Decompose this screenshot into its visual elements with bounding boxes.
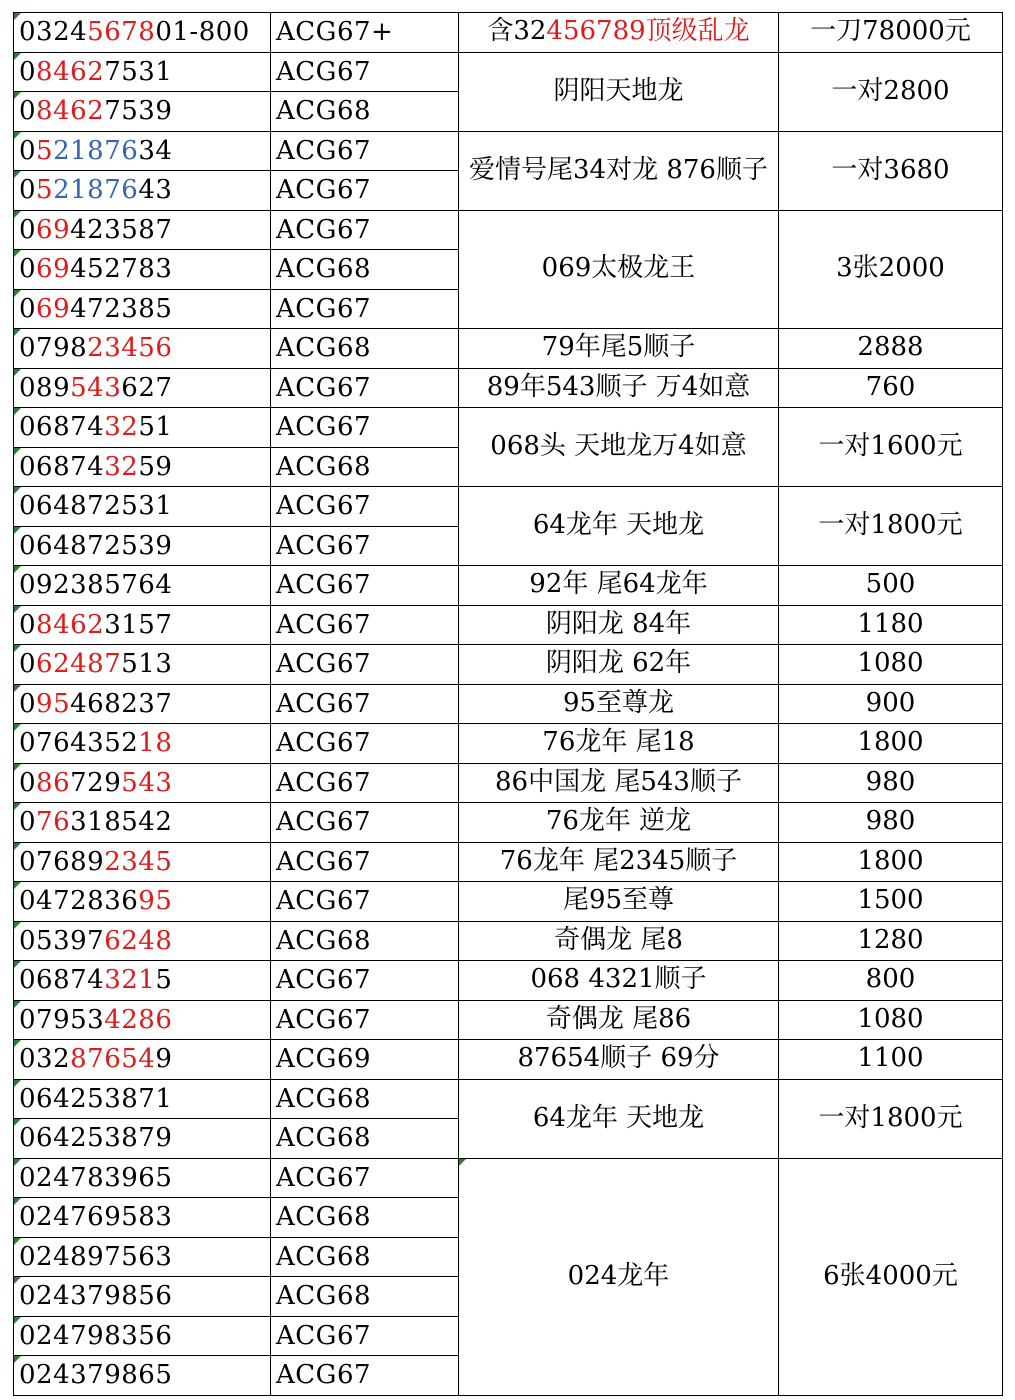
price-cell: 一对1600元: [779, 408, 1003, 487]
text-segment: 024379865: [19, 1360, 173, 1391]
model-cell: ACG67+: [271, 13, 459, 53]
text-segment: 729: [70, 767, 122, 798]
description-cell: [459, 763, 779, 803]
phone-number-cell: [14, 724, 271, 764]
description-cell: [459, 487, 779, 566]
table-row: [14, 52, 1003, 92]
model-cell: ACG68: [271, 1079, 459, 1119]
price-cell: 1800: [779, 842, 1003, 882]
text-segment: 8462: [36, 56, 105, 87]
text-segment: 6248: [104, 925, 173, 956]
phone-number-cell: [14, 645, 271, 685]
phone-number-cell: [14, 408, 271, 448]
text-segment: 064872531: [19, 491, 173, 522]
description-cell: [459, 684, 779, 724]
model-cell: ACG68: [271, 1198, 459, 1238]
text-segment: 64龙年 天地龙: [532, 1102, 705, 1133]
model-cell: ACG67: [271, 763, 459, 803]
phone-number-cell: [14, 803, 271, 843]
phone-number-cell: [14, 566, 271, 606]
text-segment: 05397: [19, 925, 105, 956]
model-cell: ACG67: [271, 210, 459, 250]
table-row: [14, 605, 1003, 645]
price-cell: 900: [779, 684, 1003, 724]
text-segment: 阴阳龙 62年: [545, 648, 692, 679]
text-segment: 064253879: [19, 1123, 173, 1154]
text-segment: 8462: [36, 609, 105, 640]
table-row: [14, 566, 1003, 606]
description-cell: [459, 131, 779, 210]
text-segment: 068头 天地龙万4如意: [490, 431, 747, 462]
model-cell: ACG67: [271, 842, 459, 882]
phone-number-cell: [14, 13, 271, 53]
model-cell: ACG67: [271, 408, 459, 448]
table-row: [14, 487, 1003, 527]
text-segment: 含32: [487, 16, 547, 47]
model-cell: ACG67: [271, 131, 459, 171]
model-cell: ACG67: [271, 368, 459, 408]
text-segment: 627: [121, 372, 173, 403]
model-cell: ACG67: [271, 684, 459, 724]
model-cell: ACG67: [271, 605, 459, 645]
text-segment: 5: [155, 965, 173, 996]
table-row: [14, 1040, 1003, 1080]
text-segment: 0: [19, 293, 37, 324]
text-segment: 01-800: [155, 17, 250, 48]
text-segment: 0: [19, 56, 37, 87]
text-segment: 86中国龙 尾543顺子: [495, 766, 742, 797]
text-segment: 0: [19, 807, 37, 838]
description-cell: [459, 882, 779, 922]
text-segment: 69: [36, 254, 71, 285]
table-row: [14, 882, 1003, 922]
text-segment: 95至尊龙: [562, 687, 675, 718]
table-row: [14, 724, 1003, 764]
text-segment: 95: [36, 688, 71, 719]
phone-number-cell: [14, 1198, 271, 1238]
description-cell: [459, 803, 779, 843]
price-cell: 2888: [779, 329, 1003, 369]
text-segment: 064253871: [19, 1083, 173, 1114]
phone-number-cell: [14, 1119, 271, 1159]
price-cell: 一对2800: [779, 52, 1003, 131]
phone-number-cell: [14, 882, 271, 922]
table-row: [14, 684, 1003, 724]
text-segment: 543: [121, 767, 173, 798]
table-row: [14, 763, 1003, 803]
price-cell: 1180: [779, 605, 1003, 645]
model-cell: ACG67: [271, 1356, 459, 1396]
text-segment: 0: [19, 254, 37, 285]
text-segment: 奇偶龙 尾8: [554, 924, 683, 955]
phone-number-cell: [14, 921, 271, 961]
price-cell: 500: [779, 566, 1003, 606]
text-segment: 0798: [19, 333, 88, 364]
table-row: [14, 921, 1003, 961]
phone-number-cell: [14, 684, 271, 724]
text-segment: 024783965: [19, 1162, 173, 1193]
model-cell: ACG68: [271, 1119, 459, 1159]
text-segment: 79年尾5顺子: [541, 332, 696, 363]
text-segment: 21876: [53, 175, 139, 206]
phone-number-cell: [14, 52, 271, 92]
text-segment: 0: [19, 135, 37, 166]
price-cell: 6张4000元: [779, 1158, 1003, 1395]
phone-number-cell: [14, 526, 271, 566]
price-cell: 一对1800元: [779, 1079, 1003, 1158]
price-cell: 1100: [779, 1040, 1003, 1080]
model-cell: ACG67: [271, 526, 459, 566]
text-segment: 543: [70, 372, 122, 403]
phone-number-cell: [14, 1158, 271, 1198]
phone-number-cell: [14, 1277, 271, 1317]
phone-number-cell: [14, 487, 271, 527]
table-row: [14, 13, 1003, 53]
model-cell: ACG67: [271, 803, 459, 843]
text-segment: 92年 尾64龙年: [529, 569, 708, 600]
text-segment: 76龙年 尾2345顺子: [499, 845, 738, 876]
table-row: [14, 961, 1003, 1001]
model-cell: ACG67: [271, 566, 459, 606]
text-segment: 0: [19, 96, 37, 127]
text-segment: 069太极龙王: [541, 253, 696, 284]
text-segment: 32: [104, 451, 139, 482]
text-segment: 423587: [70, 214, 173, 245]
text-segment: 76龙年 尾18: [542, 727, 695, 758]
description-cell: [459, 961, 779, 1001]
text-segment: 62487: [36, 649, 122, 680]
model-cell: ACG67: [271, 645, 459, 685]
text-segment: 69: [36, 214, 71, 245]
model-cell: ACG68: [271, 329, 459, 369]
text-segment: 5: [36, 175, 54, 206]
description-cell: [459, 210, 779, 329]
text-segment: 089: [19, 372, 71, 403]
description-cell: [459, 566, 779, 606]
text-segment: 024798356: [19, 1320, 173, 1351]
phone-number-cell: [14, 1356, 271, 1396]
text-segment: 06874: [19, 412, 105, 443]
model-cell: ACG67: [271, 487, 459, 527]
description-cell: [459, 329, 779, 369]
model-cell: ACG68: [271, 250, 459, 290]
description-cell: [459, 1000, 779, 1040]
phone-number-cell: [14, 961, 271, 1001]
text-segment: 32: [104, 412, 139, 443]
table-row: [14, 842, 1003, 882]
text-segment: 3157: [104, 609, 173, 640]
phone-number-cell: [14, 368, 271, 408]
model-cell: ACG67: [271, 882, 459, 922]
model-cell: ACG68: [271, 921, 459, 961]
text-segment: 43: [138, 175, 173, 206]
description-cell: [459, 13, 779, 53]
text-segment: 尾95至尊: [562, 885, 675, 916]
text-segment: 95: [138, 886, 173, 917]
text-segment: 0: [19, 688, 37, 719]
description-cell: [459, 1158, 779, 1395]
description-cell: [459, 408, 779, 487]
model-cell: ACG67: [271, 1158, 459, 1198]
text-segment: 阴阳天地龙: [553, 75, 684, 106]
text-segment: 456789顶级乱龙: [546, 16, 750, 47]
listing-table: [13, 12, 1003, 1396]
model-cell: ACG68: [271, 1237, 459, 1277]
text-segment: 69: [36, 293, 71, 324]
phone-number-cell: [14, 289, 271, 329]
model-cell: ACG68: [271, 447, 459, 487]
price-cell: 980: [779, 803, 1003, 843]
table-row: [14, 329, 1003, 369]
text-segment: 爱情号尾34对龙 876顺子: [469, 154, 768, 185]
phone-number-cell: [14, 1040, 271, 1080]
phone-number-cell: [14, 605, 271, 645]
text-segment: 024龙年: [567, 1260, 670, 1291]
text-segment: 513: [121, 649, 173, 680]
text-segment: 0764352: [19, 728, 139, 759]
phone-number-cell: [14, 1237, 271, 1277]
price-cell: 760: [779, 368, 1003, 408]
text-segment: 0: [19, 214, 37, 245]
phone-number-cell: [14, 171, 271, 211]
text-segment: 51: [138, 412, 173, 443]
text-segment: 024379856: [19, 1281, 173, 1312]
model-cell: ACG67: [271, 52, 459, 92]
text-segment: 321: [104, 965, 156, 996]
text-segment: 07689: [19, 846, 105, 877]
description-cell: [459, 1040, 779, 1080]
text-segment: 59: [138, 451, 173, 482]
text-segment: 06874: [19, 451, 105, 482]
price-cell: 980: [779, 763, 1003, 803]
model-cell: ACG69: [271, 1040, 459, 1080]
text-segment: 318542: [70, 807, 173, 838]
price-cell: 一对3680: [779, 131, 1003, 210]
table-row: [14, 210, 1003, 250]
table-row: [14, 803, 1003, 843]
listing-table-body: [14, 13, 1003, 1396]
text-segment: 7539: [104, 96, 173, 127]
table-row: [14, 1158, 1003, 1198]
text-segment: 0: [19, 609, 37, 640]
text-segment: 068 4321顺子: [530, 964, 707, 995]
description-cell: [459, 645, 779, 685]
description-cell: [459, 921, 779, 961]
text-segment: 2345: [104, 846, 173, 877]
text-segment: 87654: [70, 1044, 156, 1075]
price-cell: 3张2000: [779, 210, 1003, 329]
text-segment: 9: [155, 1044, 173, 1075]
table-row: [14, 368, 1003, 408]
text-segment: 06874: [19, 965, 105, 996]
text-segment: 76龙年 逆龙: [545, 806, 692, 837]
phone-number-cell: [14, 842, 271, 882]
text-segment: 452783: [70, 254, 173, 285]
table-row: [14, 1079, 1003, 1119]
model-cell: ACG68: [271, 1277, 459, 1317]
price-cell: 1080: [779, 645, 1003, 685]
description-cell: [459, 724, 779, 764]
phone-number-cell: [14, 210, 271, 250]
model-cell: ACG67: [271, 171, 459, 211]
price-cell: 1080: [779, 1000, 1003, 1040]
text-segment: 21876: [53, 135, 139, 166]
text-segment: 5678: [87, 17, 156, 48]
description-cell: [459, 52, 779, 131]
phone-number-cell: [14, 131, 271, 171]
text-segment: 024769583: [19, 1202, 173, 1233]
text-segment: 032: [19, 1044, 71, 1075]
price-cell: 一对1800元: [779, 487, 1003, 566]
table-row: [14, 645, 1003, 685]
text-segment: 89年543顺子 万4如意: [486, 371, 751, 402]
text-segment: 64龙年 天地龙: [532, 510, 705, 541]
text-segment: 0: [19, 649, 37, 680]
text-segment: 0472836: [19, 886, 139, 917]
phone-number-cell: [14, 1000, 271, 1040]
text-segment: 092385764: [19, 570, 173, 601]
phone-number-cell: [14, 1316, 271, 1356]
table-row: [14, 131, 1003, 171]
text-segment: 阴阳龙 84年: [545, 608, 692, 639]
text-segment: 87654顺子 69分: [517, 1043, 720, 1074]
price-cell: 800: [779, 961, 1003, 1001]
text-segment: 468237: [70, 688, 173, 719]
model-cell: ACG67: [271, 724, 459, 764]
phone-number-cell: [14, 763, 271, 803]
text-segment: 4286: [104, 1004, 173, 1035]
text-segment: 0: [19, 175, 37, 206]
model-cell: ACG67: [271, 1000, 459, 1040]
phone-number-cell: [14, 92, 271, 132]
table-row: [14, 408, 1003, 448]
phone-number-cell: [14, 250, 271, 290]
text-segment: 472385: [70, 293, 173, 324]
model-cell: ACG68: [271, 92, 459, 132]
table-row: [14, 1000, 1003, 1040]
text-segment: 76: [36, 807, 71, 838]
text-segment: 0: [19, 767, 37, 798]
description-cell: [459, 605, 779, 645]
text-segment: 86: [36, 767, 71, 798]
text-segment: 07953: [19, 1004, 105, 1035]
model-cell: ACG67: [271, 961, 459, 1001]
model-cell: ACG67: [271, 1316, 459, 1356]
text-segment: 024897563: [19, 1241, 173, 1272]
text-segment: 7531: [104, 56, 173, 87]
text-segment: 18: [138, 728, 173, 759]
text-segment: 064872539: [19, 530, 173, 561]
price-cell: 一刀78000元: [779, 13, 1003, 53]
description-cell: [459, 842, 779, 882]
text-segment: 34: [138, 135, 173, 166]
text-segment: 23456: [87, 333, 173, 364]
text-segment: 8462: [36, 96, 105, 127]
phone-number-cell: [14, 1079, 271, 1119]
price-cell: 1500: [779, 882, 1003, 922]
phone-number-cell: [14, 447, 271, 487]
description-cell: [459, 368, 779, 408]
phone-number-cell: [14, 329, 271, 369]
price-cell: 1800: [779, 724, 1003, 764]
price-cell: 1280: [779, 921, 1003, 961]
text-segment: 奇偶龙 尾86: [545, 1003, 692, 1034]
text-segment: 5: [36, 135, 54, 166]
description-cell: [459, 1079, 779, 1158]
model-cell: ACG67: [271, 289, 459, 329]
text-segment: 0324: [19, 17, 88, 48]
